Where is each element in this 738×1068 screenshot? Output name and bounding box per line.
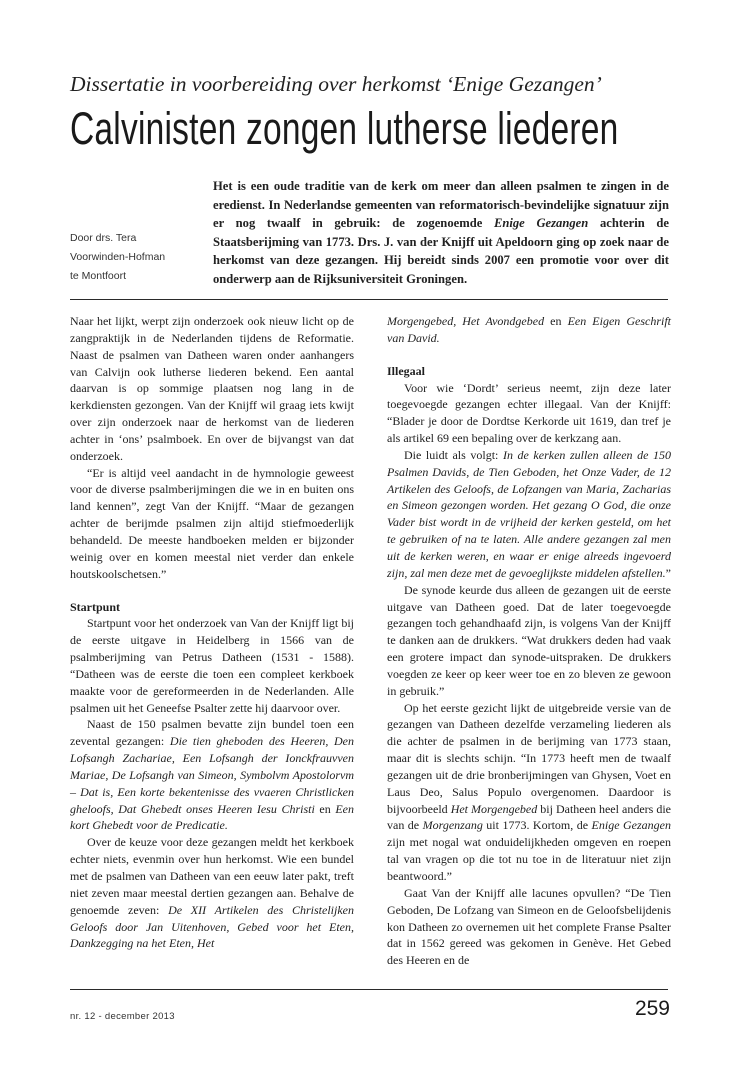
header-divider — [70, 299, 668, 300]
intro-paragraph — [213, 177, 669, 289]
body-text: uit 1773. Kortom, de — [482, 818, 592, 833]
body-paragraph: Startpunt voor het onderzoek van Van der Knijff ligt bij de eerste uitgave in Heidelberg in 1566 van de psalmberijming van Petrus Datheen (1531 - 1588). “Datheen was de eerste die toen een compleet kerkboek maakte voor de gereformeerden in de Nederlanden. Alle psalmen uit het Geneefse Psalter zette hij daarvoor over. — [70, 616, 354, 715]
body-text: Die luidt als volgt: — [404, 447, 503, 462]
right-column — [387, 313, 671, 969]
body-text: bij Datheen heel anders die van de — [387, 801, 671, 833]
body-text-italic: Morgenzang — [422, 818, 483, 833]
intro-text: Het is een oude traditie van de kerk om meer dan alleen psalmen te zingen in de eredienst. In Nederlandse gemeenten van reformatorisch-bevindelijke signatuur zijn er nog twaalf in gebruik: de zogenoemde — [213, 179, 669, 231]
left-column — [70, 313, 354, 952]
article-title: Calvinisten zongen lutherse liederen — [70, 103, 619, 154]
body-paragraph: “Er is altijd veel aandacht in de hymnologie geweest voor de diverse psalmberijmingen die we in en buiten ons land kennen”, zegt Van der Knijff. “Maar de gezangen achter de berijmde psalmen zijn altijd stiefmoederlijk behandeld. De meeste handboeken melden er bijzonder weinig over en komen meestal niet verder dan enkele houtskoolschetsen.” — [70, 465, 354, 581]
body-text: en — [544, 314, 568, 328]
body-paragraph — [387, 700, 671, 885]
body-text: Naast de 150 psalmen bevatte zijn bundel toen een zevental gezangen: — [70, 717, 354, 749]
body-paragraph: Voor wie ‘Dordt’ serieus neemt, zijn deze later toegevoegde gezangen echter illegaal. Van der Knijff: “Blader je door de Dordtse Kerkorde uit 1619, dan tref je als artikel 69 een bepaling over de kerkzang aan. — [387, 380, 671, 446]
body-text-italic: In de kerken zullen alleen de 150 Psalmen Davids, de Tien Geboden, het Onze Vader, de 12 Artikelen des Geloofs, de Lofzangen van Maria, Zacharias en Simeon gezongen worden. Het gezang O God, die onze Vader bist wordt in de vrijheid der kerken gesteld, om het te gebruiken of na te laten. Alle andere gezangen zal men uit de kerken weren, en waar er enige alreeds ingevoerd zijn, zal men deze met de gevoeglijkste middelen afstellen. — [387, 447, 671, 580]
byline-line: te Montfoort — [70, 270, 127, 282]
body-paragraph: De synode keurde dus alleen de gezangen uit de eerste uitgave van Datheen goed. Dat de later toegevoegde gezangen toch gehandhaafd zijn, is volgens Van der Knijff te danken aan de drukkers. “Wat drukkers deden had vaak een grotere impact dan synode-uitspraken. De drukkers voegden ze keer op keer weer toe en zo bleven ze gewoon in gebruik.” — [387, 582, 671, 698]
body-text: Over de keuze voor deze gezangen meldt het kerkboek echter niets, evenmin over hun herkomst. Wie een bundel met de psalmen van Datheen van een eeuw later pakt, treft niet zeven maar meestal dertien gezangen aan. Behalve de genoemde zeven: — [70, 835, 354, 917]
body-text-italic: De XII Artikelen des Christelijken Geloofs door Jan Uitenhoven, Gebed voor het Eten, Dankzegging na het Eten, Het — [70, 902, 354, 951]
byline — [70, 229, 210, 286]
page-number: 259 — [634, 997, 670, 1020]
intro-text-italic: Enige Gezangen — [493, 216, 589, 231]
byline-line: Door drs. Tera — [70, 232, 137, 244]
body-paragraph — [70, 716, 354, 834]
body-paragraph — [387, 313, 671, 347]
issue-info: nr. 12 - december 2013 — [70, 1011, 175, 1022]
body-paragraph: Gaat Van der Knijff alle lacunes opvullen? “De Tien Geboden, De Lofzang van Simeon en de Geloofsbelijdenis kon Datheen zo overnemen uit het complete Franse Psalter dat in 1562 gereed was gekomen in Genève. Het Gebed des Heeren en de — [387, 885, 671, 968]
byline-line: Voorwinden-Hofman — [70, 251, 166, 263]
body-paragraph — [387, 447, 671, 582]
body-text-italic: Enige Gezangen — [591, 818, 672, 833]
body-paragraph — [70, 834, 354, 952]
intro-text: achterin de Staatsberijming van 1773. Drs. J. van der Knijff uit Apeldoorn ging op zoek naar de herkomst van deze gezangen. Hij bereidt sinds 2007 een promotie voor over dit onderwerp aan de Rijksuniversiteit Groningen. — [213, 216, 669, 286]
section-heading-startpunt: Startpunt — [70, 599, 121, 614]
body-text: en — [314, 801, 336, 816]
body-text-italic: Het Morgengebed — [450, 801, 538, 816]
section-heading-illegaal: Illegaal — [387, 363, 425, 378]
article-kicker: Dissertatie in voorbereiding over herkomst ‘Enige Gezangen’ — [70, 72, 602, 96]
body-paragraph: Naar het lijkt, werpt zijn onderzoek ook nieuw licht op de zangpraktijk in de Nederlanden tijdens de Reformatie. Naast de psalmen van Datheen waren onder aanhangers van Calvijn ook lutherse liederen bekend. Een aantal daarvan is op sommige plaatsen nog lang in de kerkdiensten gezongen. Van der Knijff wil graag iets kwijt over zijn onderzoek naar de herkomst van de liederen achter in ‘ons’ psalmboek. En over de bijvangst van dat onderzoek. — [70, 314, 354, 463]
footer-divider — [70, 989, 668, 990]
body-text-italic: Een kort Ghebedt voor de Predicatie. — [70, 801, 354, 833]
body-text-italic: Die tien gheboden des Heeren, Den Lofsangh Zachariae, Een Lofsangh der Ionckfrauvven Mariae, De Lofsangh van Simeon, Symbolvm Apostolorvm – Dat is, Een korte bekentenisse des vvaeren Christlicken gheloofs, Dat Ghebedt onses Heeren Iesu Christi — [70, 734, 354, 816]
body-text-italic: Een Eigen Geschrift van David. — [387, 314, 671, 345]
body-text: Op het eerste gezicht lijkt de uitgebreide versie van de gezangen van Datheen dezelfde verzameling liederen als die achter de psalmen in de berijming van 1773 staan, maar dit is slechts schijn. “In 1773 heeft men de twaalf gezangen uit de drie bronberijmingen van Ghysen, Voet en Laus Deo, Salus Populo overgenomen. Daardoor is bijvoorbeeld — [387, 700, 671, 816]
body-text-italic: Morgengebed, Het Avondgebed — [387, 314, 545, 328]
body-text: zijn met nogal wat onduidelijkheden omgeven en roepen tal van vragen op die tot nu toe in de literatuur niet zijn beantwoord.” — [387, 835, 671, 883]
body-text: ” — [665, 565, 671, 580]
